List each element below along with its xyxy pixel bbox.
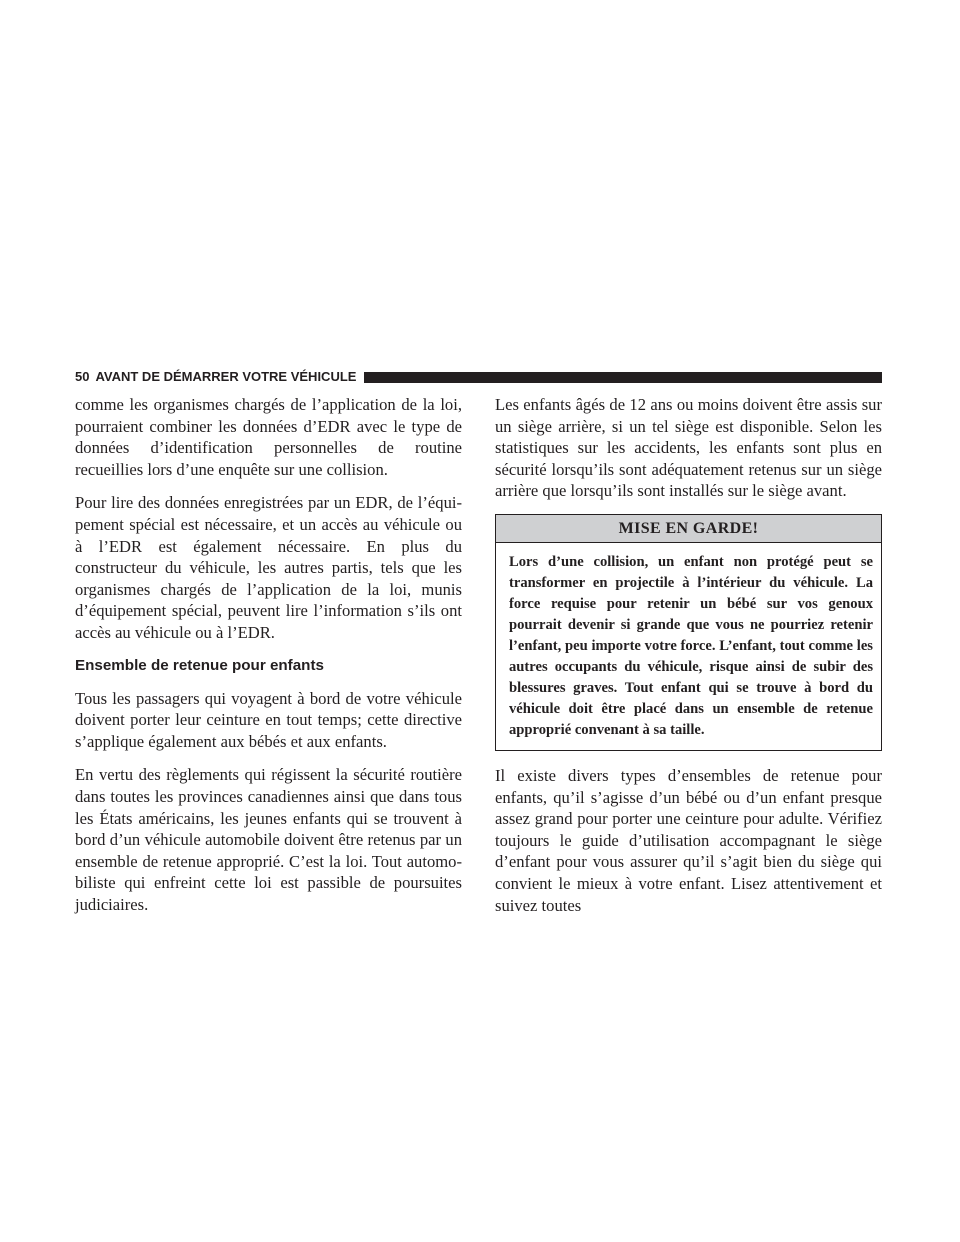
warning-text: Lors d’une collision, un enfant non protégé peut se transformer en projectile à l’intérieur du véhicule. La force requise pour retenir un bébé sur vos genoux pourrait devenir si grande que vous ne pourriez retenir l’enfant, peu importe votre force. L’enfant, tout comme les autres occupants du véhicule, risque ainsi de subir des blessures graves. Tout enfant qui se trouve à bord du véhicule doit être placé dans un ensemble de retenue approprié convenant à sa taille.	[509, 553, 873, 738]
left-column	[75, 394, 462, 927]
section-title: AVANT DE DÉMARRER VOTRE VÉHICULE	[95, 369, 357, 384]
header-rule	[364, 372, 882, 383]
warning-title: MISE EN GARDE!	[496, 515, 881, 543]
page-number: 50	[75, 369, 90, 384]
body-paragraph: comme les organismes chargés de l’application de la loi, pourraient combiner les données d’EDR avec le type de données d’identification personnelles de routine recueillies lors d’une enquête sur une collision.	[75, 395, 462, 479]
body-paragraph: En vertu des règlements qui régissent la sécurité routière dans toutes les provinces canadiennes ainsi que dans tous les États américains, les jeunes enfants qui se trouvent à bord d’un véhicule automobile doivent être retenus par un ensemble de retenue approprié. C’est la loi. Tout automo-biliste qui enfreint cette loi est passible de poursuites judiciaires.	[75, 765, 462, 914]
body-paragraph: Les enfants âgés de 12 ans ou moins doivent être assis sur un siège arrière, si un tel siège est disponible. Selon les statistiques sur les accidents, les enfants sont plus en sécurité lorsqu’ils sont adéquatement retenus sur un siège arrière que lorsqu’ils sont installés sur le siège avant.	[495, 395, 882, 501]
right-column	[495, 394, 882, 928]
body-paragraph: Il existe divers types d’ensembles de retenue pour enfants, qu’il s’agisse d’un bébé ou d’un enfant presque assez grand pour porter une ceinture pour adulte. Vérifiez toujours le guide d’utilisation accompagnant le siège d’enfant pour vous assurer qu’il s’agit bien du siège qui convient le mieux à votre enfant. Lisez attentivement et suivez toutes	[495, 765, 882, 915]
warning-box	[495, 514, 882, 751]
body-paragraph: Tous les passagers qui voyagent à bord de votre véhicule doivent porter leur ceinture en tout temps; cette directive s’applique également aux bébés et aux enfants.	[75, 688, 462, 751]
section-heading: Ensemble de retenue pour enfants	[75, 656, 324, 674]
body-paragraph: Pour lire des données enregistrées par un EDR, de l’équi-pement spécial est nécessaire, et un accès au véhicule ou à l’EDR est également nécessaire. En plus du constructeur du véhicule, les autres partis, tels que les organismes chargés de l’application de la loi, munis d’équipement spécial, peuvent lire l’information s’ils ont accès au véhicule ou à l’EDR.	[75, 493, 462, 642]
page-header	[75, 368, 882, 386]
